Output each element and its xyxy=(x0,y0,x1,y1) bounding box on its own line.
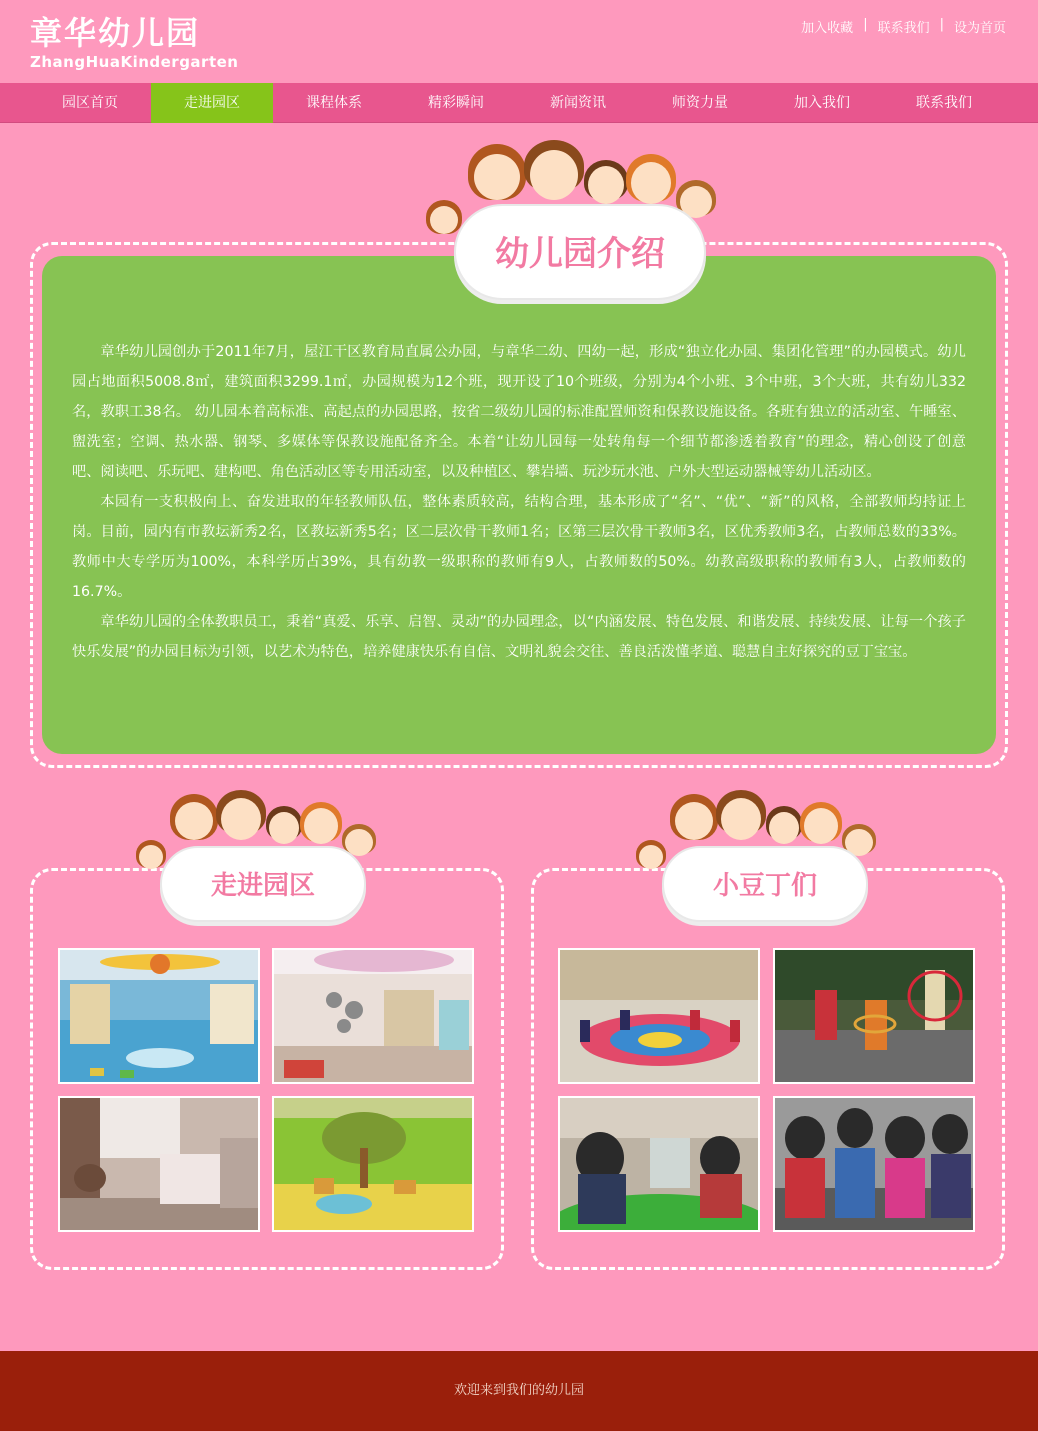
nav-item-join[interactable]: 加入我们 xyxy=(794,95,850,111)
kids-photo-hula-hoops[interactable] xyxy=(773,948,975,1084)
logo-chinese: 章华幼儿园 xyxy=(30,14,201,52)
campus-title: 走进园区 xyxy=(160,846,366,922)
separator: | xyxy=(863,17,868,32)
main-nav xyxy=(0,83,1038,123)
intro-paragraph: 本园有一支积极向上、奋发进取的年轻教师队伍，整体素质较高，结构合理，基本形成了“名”、“优”、“新”的风格，全部教师均持证上岗。目前，园内有市教坛新秀2名，区教坛新秀5名；区二层次骨干教师1名；区第三层次骨干教师3名，区优秀教师3名，占教师总数的33%。教师中大专学历为100%，本科学历占39%，具有幼教一级职称的教师有9人，占教师数的50%。幼教高级职称的教师有3人，占教师数的16.7%。 xyxy=(72,494,966,600)
kids-illustration xyxy=(130,790,385,925)
intro-title: 幼儿园介绍 xyxy=(454,204,706,300)
nav-item-news[interactable]: 新闻资讯 xyxy=(550,95,606,111)
campus-photo-activity-room[interactable] xyxy=(272,948,474,1084)
footer-text: 欢迎来到我们的幼儿园 xyxy=(453,1383,584,1398)
nav-item-teachers[interactable]: 师资力量 xyxy=(672,95,728,111)
nav-item-campus[interactable]: 走进园区 xyxy=(151,83,273,123)
campus-photo-classroom[interactable] xyxy=(58,1096,260,1232)
intro-paragraph: 章华幼儿园的全体教职员工，秉着“真爱、乐享、启智、灵动”的办园理念，以“内涵发展、特色发展、和谐发展、持续发展、让每一个孩子快乐发展”的办园目标为引领，以艺术为特色，培养健康快乐有自信、文明礼貌会交往、善良活泼懂孝道、聪慧自主好探究的豆丁宝宝。 xyxy=(72,614,966,660)
site-header xyxy=(0,0,1038,83)
kids-section-title: 小豆丁们 xyxy=(662,846,868,922)
top-links xyxy=(801,17,1006,36)
set-homepage-link[interactable]: 设为首页 xyxy=(953,21,1006,36)
add-favorite-link[interactable]: 加入收藏 xyxy=(801,21,854,36)
intro-paragraph: 章华幼儿园创办于2011年7月，屋江干区教育局直属公办园，与章华二幼、四幼一起，形成“独立化办园、集团化管理”的办园模式。幼儿园占地面积5008.8㎡，建筑面积3299.1㎡，办园规模为12个班，现开设了10个班级，分别为4个小班、3个中班，3个大班，共有幼儿332名，教职工38名。 幼儿园本着高标准、高起点的办园思路，按省二级幼儿园的标准配置师资和保教设施设备。各班有独立的活动室、午睡室、盥洗室；空调、热水器、钢琴、多媒体等保教设施配备齐全。本着“让幼儿园每一处转角每一个细节都渗透着教育”的理念，精心创设了创意吧、阅读吧、乐玩吧、建构吧、角色活动区等专用活动室，以及种植区、攀岩墙、玩沙玩水池、户外大型运动器械等幼儿活动区。 xyxy=(72,344,966,480)
nav-item-home[interactable]: 园区首页 xyxy=(62,95,118,111)
kids-photo-parachute-game[interactable] xyxy=(558,948,760,1084)
kids-photo-play-table[interactable] xyxy=(558,1096,760,1232)
nav-item-moments[interactable]: 精彩瞬间 xyxy=(428,95,484,111)
kids-photo-group[interactable] xyxy=(773,1096,975,1232)
kids-illustration xyxy=(630,790,885,925)
intro-text xyxy=(72,337,966,667)
logo-english: ZhangHuaKindergarten xyxy=(30,53,239,71)
site-logo[interactable] xyxy=(30,14,238,70)
campus-photo-hallway[interactable] xyxy=(58,948,260,1084)
nav-item-contact[interactable]: 联系我们 xyxy=(916,95,972,111)
nav-item-curriculum[interactable]: 课程体系 xyxy=(306,95,362,111)
contact-us-link[interactable]: 联系我们 xyxy=(877,21,930,36)
kids-illustration xyxy=(420,140,730,305)
separator: | xyxy=(939,17,944,32)
campus-photo-green-room[interactable] xyxy=(272,1096,474,1232)
site-footer xyxy=(0,1351,1038,1431)
